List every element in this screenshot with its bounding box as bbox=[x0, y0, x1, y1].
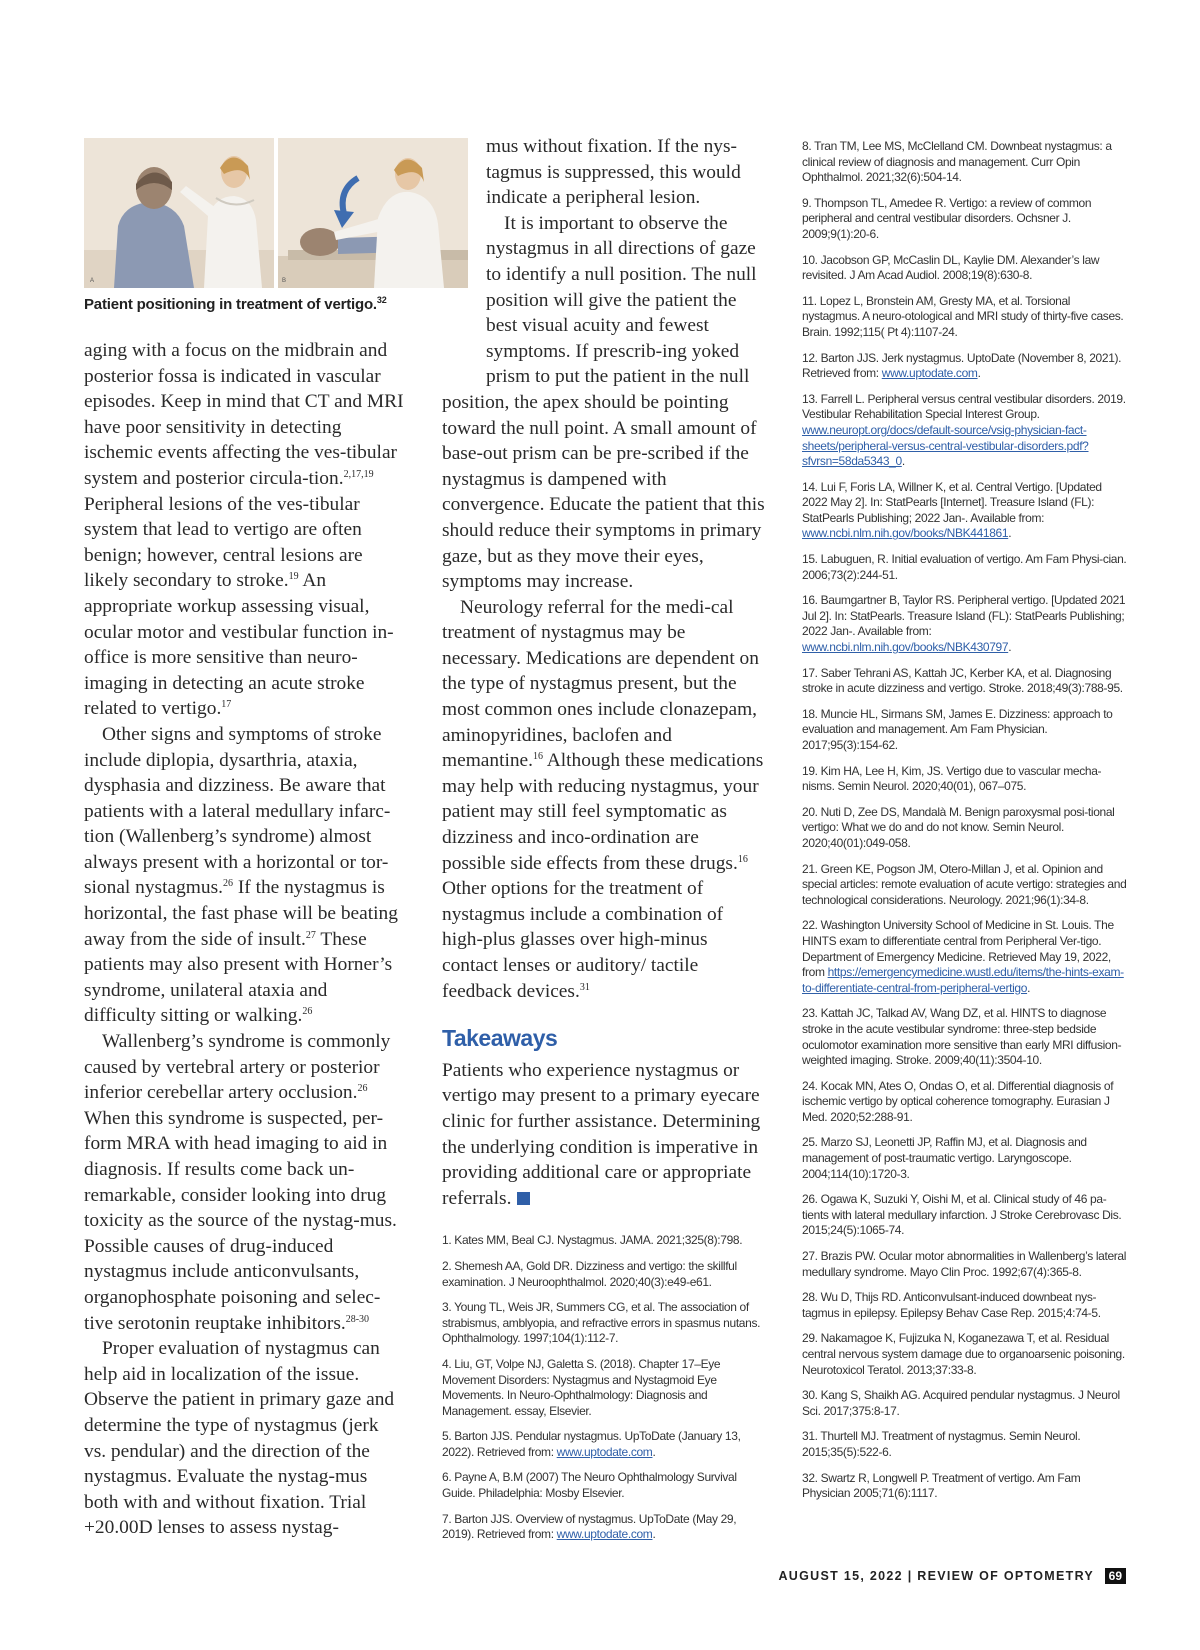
reference-29: 29. Nakamagoe K, Fujizuka N, Koganezawa T, et al. Residual central nervous system damage due to organoarsenic poisoning. Neurotoxicol Teratol. 2013;37:33-8. bbox=[802, 1331, 1125, 1377]
figure-caption bbox=[84, 296, 387, 313]
footer-separator: | bbox=[907, 1569, 913, 1583]
reference-4: 4. Liu, GT, Volpe NJ, Galetta S. (2018). Chapter 17–Eye Movement Disorders: Nystagmus and Nystagmoid Eye Movements. In Neuro-Ophthalmology: Diagnosis and Management. essay, Elsevier. bbox=[442, 1356, 721, 1418]
reference-9: 9. Thompson TL, Amedee R. Vertigo: a review of common peripheral and central vestibular disorders. Ochsner J. 2009;9(1):20-6. bbox=[802, 195, 1092, 241]
col2-paragraph-0: mus without fixation. If the nys-tagmus is suppressed, this would indicate a peripheral lesion. bbox=[486, 136, 741, 209]
article-column-1 bbox=[84, 338, 404, 1541]
reference-25: 25. Marzo SJ, Leonetti JP, Raffin MJ, et al. Diagnosis and management of post-traumatic vertigo. Laryngoscope. 2004;114(10):1720-3. bbox=[802, 1135, 1087, 1181]
figure-panel-b bbox=[278, 138, 468, 288]
col1-paragraph-2: Other signs and symptoms of stroke include diplopia, dysarthria, ataxia, dysphasia and dizziness. Be aware that patients with a lateral medullary infarc-tion (Wallenberg’s syndrome) almost always present with a horizontal or tor-sional nystagmus.$^{26}$ If the nystagmus is horizontal, the fast phase will be beating away from the side of insult.$^{27}$ These patients may also present with Horner’s syndrome, unilateral ataxia and difficulty sitting or walking.$^{26}$ bbox=[84, 723, 398, 1027]
figure-caption-text: Patient positioning in treatment of vertigo. bbox=[84, 296, 377, 313]
reference-26: 26. Ogawa K, Suzuki Y, Oishi M, et al. Clinical study of 46 pa-tients with lateral medullary infarction. J Stroke Cerebrovasc Dis. 2015;24(5):1065-74. bbox=[802, 1192, 1122, 1238]
reference-3: 3. Young TL, Weis JR, Summers CG, et al. The association of strabismus, amblyopia, and refractive errors in spasmus nutans. Ophthalmology. 1997;104(1):112-7. bbox=[442, 1300, 761, 1346]
reference-28: 28. Wu D, Thijs RD. Anticonvulsant-induced downbeat nys-tagmus in epilepsy. Epilepsy Behav Case Rep. 2015;4:74-5. bbox=[802, 1290, 1101, 1320]
reference-30: 30. Kang S, Shaikh AG. Acquired pendular nystagmus. J Neurol Sci. 2017;375:8-17. bbox=[802, 1388, 1120, 1418]
page-footer bbox=[778, 1568, 1126, 1584]
end-of-article-icon bbox=[517, 1192, 530, 1205]
reference-22-link[interactable]: https://emergencymedicine.wustl.edu/items/the-hints-exam-to-differentiate-central-from-peripheral-vertigo bbox=[802, 965, 1124, 995]
reference-7: 7. Barton JJS. Overview of nystagmus. UpToDate (May 29, 2019). Retrieved from: www.uptodate.com. bbox=[442, 1511, 737, 1542]
reference-1: 1. Kates MM, Beal CJ. Nystagmus. JAMA. 2021;325(8):798. bbox=[442, 1233, 743, 1248]
reference-7-link[interactable]: www.uptodate.com bbox=[556, 1527, 653, 1542]
page-number: 69 bbox=[1105, 1568, 1126, 1584]
reference-27: 27. Brazis PW. Ocular motor abnormalities in Wallenberg’s lateral medullary syndrome. Mayo Clin Proc. 1992;67(4):365-8. bbox=[802, 1249, 1127, 1279]
reference-15: 15. Labuguen, R. Initial evaluation of vertigo. Am Fam Physi-cian. 2006;73(2):244-51. bbox=[802, 552, 1127, 582]
references-list-part-2 bbox=[802, 139, 1128, 1512]
reference-10: 10. Jacobson GP, McCaslin DL, Kaylie DM. Alexander’s law revisited. J Am Acad Audiol. 2008;19(8):630-8. bbox=[802, 252, 1100, 283]
vertigo-positioning-figure bbox=[84, 138, 468, 288]
reference-31: 31. Thurtell MJ. Treatment of nystagmus. Semin Neurol. 2015;35(5):522-6. bbox=[802, 1429, 1081, 1459]
reference-19: 19. Kim HA, Lee H, Kim, JS. Vertigo due to vascular mecha-nisms. Semin Neurol. 2020;40(01), 067–075. bbox=[802, 763, 1102, 794]
reference-14-link[interactable]: www.ncbi.nlm.nih.gov/books/NBK441861 bbox=[802, 526, 1009, 541]
reference-12: 12. Barton JJS. Jerk nystagmus. UptoDate (November 8, 2021). Retrieved from: www.uptodate.com. bbox=[802, 350, 1122, 381]
col1-paragraph-3: Wallenberg’s syndrome is commonly caused by vertebral artery or posterior inferior cerebellar artery occlusion.$^{26}$ When this syndrome is suspected, per-form MRA with head imaging to aid in diagnosis. If results come back un-remarkable, consider looking into drug toxicity as the source of the nystag-mus. Possible causes of drug-induced nystagmus include anticonvulsants, organophosphate poisoning and selec-tive serotonin reuptake inhibitors.$^{28-30}$ bbox=[84, 1031, 397, 1334]
takeaways-text: Patients who experience nystagmus or vertigo may present to a primary eyecare clinic for further assistance. Determining the underlying condition is imperative in providing additional care or appropriate referrals. bbox=[442, 1059, 761, 1209]
reference-14: 14. Lui F, Foris LA, Willner K, et al. Central Vertigo. [Updated 2022 May 2]. In: StatPearls [Internet]. Treasure Island (FL): StatPearls Publishing; 2022 Jan-. Available from: www.ncbi.nlm.nih.gov/books/NBK441861. bbox=[802, 479, 1102, 541]
reference-11: 11. Lopez L, Bronstein AM, Gresty MA, et al. Torsional nystagmus. A neuro-otological and MRI study of thirty-five cases. Brain. 1992;115( Pt 4):1107-24. bbox=[802, 293, 1124, 339]
publication-name: REVIEW OF OPTOMETRY bbox=[917, 1569, 1094, 1583]
takeaways-heading: Takeaways bbox=[442, 1025, 558, 1052]
reference-6: 6. Payne A, B.M (2007) The Neuro Ophthalmology Survival Guide. Philadelphia: Mosby Elsevier. bbox=[442, 1470, 737, 1501]
reference-17: 17. Saber Tehrani AS, Kattah JC, Kerber KA, et al. Diagnosing stroke in acute dizziness and vertigo. Stroke. 2018;49(3):788-95. bbox=[802, 665, 1123, 696]
reference-32: 32. Swartz R, Longwell P. Treatment of vertigo. Am Fam Physician 2005;71(6):1117. bbox=[802, 1470, 1081, 1501]
reference-5: 5. Barton JJS. Pendular nystagmus. UpToDate (January 13, 2022). Retrieved from: www.uptodate.com. bbox=[442, 1429, 741, 1459]
reference-2: 2. Shemesh AA, Gold DR. Dizziness and vertigo: the skillful examination. J Neuroophthalmol. 2020;40(3):e49-e61. bbox=[442, 1258, 737, 1289]
reference-13: 13. Farrell L. Peripheral versus central vestibular disorders. 2019. Vestibular Rehabilitation Special Interest Group. www.neuropt.org/docs/default-source/vsig-physician-fact-sheets/peripheral-versus-central-vestibular-disorders.pdf?sfvrsn=58da5343_0. bbox=[802, 391, 1126, 469]
reference-13-link[interactable]: www.neuropt.org/docs/default-source/vsig-physician-fact-sheets/peripheral-versus-central-vestibular-disorders.pdf?sfvrsn=58da5343_0 bbox=[802, 422, 1089, 469]
article-column-2 bbox=[442, 0, 766, 1553]
reference-12-link[interactable]: www.uptodate.com bbox=[881, 366, 978, 381]
reference-5-link[interactable]: www.uptodate.com bbox=[556, 1444, 653, 1459]
col2-paragraph-2: Neurology referral for the medi-cal treatment of nystagmus may be necessary. Medications are dependent on the type of nystagmus present, but the most common ones include clonazepam, aminopyridines, baclofen and memantine.$^{16}$ Although these medications may help with reducing nystagmus, your patient may still feel symptomatic as dizziness and inco-ordination are possible side effects from these drugs.$^{16}$ Other options for the treatment of nystagmus include a combination of high-plus glasses over high-minus contact lenses or auditory/ tactile feedback devices.$^{31}$ bbox=[442, 596, 764, 1002]
issue-date: AUGUST 15, 2022 bbox=[778, 1569, 903, 1583]
references-list-part-1 bbox=[442, 1233, 766, 1543]
reference-16-link[interactable]: www.ncbi.nlm.nih.gov/books/NBK430797 bbox=[802, 640, 1009, 655]
panel-b-label: B bbox=[282, 278, 287, 284]
col2-paragraph-1: It is important to observe the nystagmus in all directions of gaze to identify a null position. The null position will give the patient the best visual acuity and fewest symptoms. If prescrib-ing yoked prism to put the patient in the null position, the apex should be pointing toward the null point. A small amount of base-out prism can be pre-scribed if the nystagmus is dampened with convergence. Educate the patient that this should reduce their symptoms in primary gaze, but as they move their eyes, symptoms may increase. bbox=[442, 212, 765, 593]
reference-20: 20. Nuti D, Zee DS, Mandalà M. Benign paroxysmal posi-tional vertigo: What we do and do not know. Semin Neurol. 2020;40(01):049-058. bbox=[802, 804, 1115, 850]
reference-23: 23. Kattah JC, Talkad AV, Wang DZ, et al. HINTS to diagnose stroke in the acute vestibular syndrome: three-step bedside oculomotor examination more sensitive than early MRI diffusion-weighted imaging. Stroke. 2009;40(11):3504-10. bbox=[802, 1006, 1122, 1068]
reference-8: 8. Tran TM, Lee MS, McClelland CM. Downbeat nystagmus: a clinical review of diagnosis and management. Curr Opin Ophthalmol. 2021;32(6):504-14. bbox=[802, 139, 1112, 185]
col1-paragraph-1: aging with a focus on the midbrain and posterior fossa is indicated in vascular episodes. Keep in mind that CT and MRI have poor sensitivity in detecting ischemic events affecting the ves-tibular system and posterior circula-tion.$^{2,17,19}$ Peripheral lesions of the ves-tibular system that lead to vertigo are often benign; however, central lesions are likely secondary to stroke.$^{19}$ An appropriate workup assessing visual, ocular motor and vestibular function in-office is more sensitive than neuro-imaging in detecting an acute stroke related to vertigo.$^{17}$ bbox=[84, 340, 404, 720]
panel-a-label: A bbox=[90, 278, 95, 284]
col1-paragraph-4: Proper evaluation of nystagmus can help aid in localization of the issue. Observe the patient in primary gaze and determine the type of nystagmus (jerk vs. pendular) and the direction of the nystagmus. Evaluate the nystag-mus both with and without fixation. Trial +20.00D lenses to assess nystag- bbox=[84, 1338, 395, 1539]
reference-21: 21. Green KE, Pogson JM, Otero-Millan J, et al. Opinion and special articles: remote evaluation of acute vertigo: strategies and technological considerations. Neurology. 2021;96(1):34-8. bbox=[802, 861, 1127, 907]
reference-18: 18. Muncie HL, Sirmans SM, James E. Dizziness: approach to evaluation and management. Am Fam Physician. 2017;95(3):154-62. bbox=[802, 706, 1113, 752]
figure-panel-a bbox=[84, 138, 274, 288]
reference-24: 24. Kocak MN, Ates O, Ondas O, et al. Differential diagnosis of ischemic vertigo by optical coherence tomography. Eurasian J Med. 2020;52:288-91. bbox=[802, 1078, 1114, 1124]
figure-caption-ref: 32 bbox=[376, 295, 387, 305]
reference-22: 22. Washington University School of Medicine in St. Louis. The HINTS exam to differentiate central from Peripheral Ver-tigo. Department of Emergency Medicine. Retrieved May 19, 2022, from https://emergencymedicine.wustl.edu/items/the-hints-exam-to-differentiate-central-from-peripheral-vertigo. bbox=[802, 918, 1124, 995]
col2-wrapped-block bbox=[486, 134, 766, 211]
reference-16: 16. Baumgartner B, Taylor RS. Peripheral vertigo. [Updated 2021 Jul 2]. In: StatPearls. Treasure Island (FL): StatPearls Publishing; 2022 Jan-. Available from: www.ncbi.nlm.nih.gov/books/NBK430797. bbox=[802, 593, 1126, 655]
